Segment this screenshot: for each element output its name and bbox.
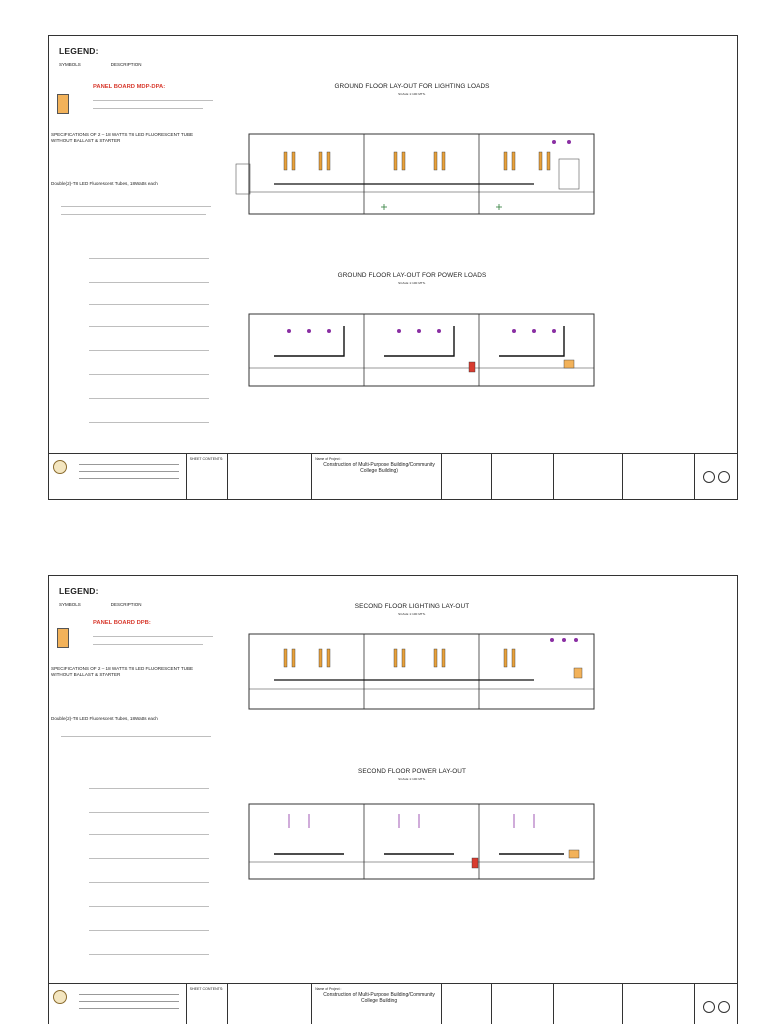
- second-floor-lighting-title: SECOND FLOOR LIGHTING LAY-OUT: [354, 603, 470, 610]
- ground-floor-lighting-scale: SCALE 1:100 MTS.: [398, 92, 426, 96]
- ground-floor-power-scale: SCALE 1:100 MTS.: [398, 281, 426, 285]
- description-header: DESCRIPTION: [110, 62, 142, 67]
- ground-floor-power-plan: [234, 296, 614, 401]
- project-label: Name of Project :: [315, 457, 342, 461]
- sheet-number-circle: [703, 471, 715, 483]
- title-block: [49, 453, 737, 499]
- panel-board-title: PANEL BOARD DPB:: [93, 620, 151, 626]
- description-header: DESCRIPTION: [110, 602, 142, 607]
- project-label: Name of Project :: [315, 987, 342, 991]
- project-name: Construction of Multi-Purpose Building/Community College Building: [323, 992, 435, 1004]
- led-tube-title: Double(2)-T8 LED Fluorescent Tubes, 18Watts each: [51, 181, 158, 186]
- total-sheets-circle: [718, 1001, 730, 1013]
- sheet-contents-label: SHEET CONTENTS:: [189, 457, 224, 461]
- led-spec-title: SPECIFICATIONS OF 2 – 18 WATTS T8 LED FLUORESCENT TUBE WITHOUT BALLAST & STARTER: [51, 132, 194, 143]
- sheet-number-circle: [703, 1001, 715, 1013]
- panel-board-symbol: [57, 628, 69, 648]
- project-name: Construction of Multi-Purpose Building/Community College Building): [323, 462, 435, 474]
- second-floor-lighting-plan: [234, 624, 614, 719]
- symbols-header: SYMBOLS: [59, 602, 81, 607]
- legend-title: LEGEND:: [59, 46, 99, 56]
- second-floor-lighting-scale: SCALE 1:100 MTS.: [398, 612, 426, 616]
- title-block: [49, 983, 737, 1024]
- symbols-header: SYMBOLS: [59, 62, 81, 67]
- dpwh-seal: [53, 460, 67, 474]
- drawing-sheet-ground-floor: [48, 35, 738, 500]
- ground-floor-lighting-title: GROUND FLOOR LAY-OUT FOR LIGHTING LOADS: [334, 83, 490, 90]
- second-floor-power-plan: [234, 784, 614, 894]
- drawing-sheet-second-floor: [48, 575, 738, 1024]
- panel-board-symbol: [57, 94, 69, 114]
- ground-floor-power-title: GROUND FLOOR LAY-OUT FOR POWER LOADS: [337, 272, 487, 279]
- second-floor-power-title: SECOND FLOOR POWER LAY-OUT: [357, 768, 467, 775]
- panel-board-title: PANEL BOARD MDP-DPA:: [93, 84, 166, 90]
- second-floor-power-scale: SCALE 1:100 MTS.: [398, 777, 426, 781]
- led-tube-title: Double(2)-T8 LED Fluorescent Tubes, 18Watts each: [51, 716, 158, 721]
- legend-panel: [59, 586, 254, 607]
- dpwh-seal: [53, 990, 67, 1004]
- ground-floor-lighting-plan: [234, 124, 614, 229]
- led-spec-title: SPECIFICATIONS OF 2 – 18 WATTS T8 LED FLUORESCENT TUBE WITHOUT BALLAST & STARTER: [51, 666, 194, 677]
- sheet-contents-label: SHEET CONTENTS:: [189, 987, 224, 991]
- legend-title: LEGEND:: [59, 586, 99, 596]
- legend-panel: [59, 46, 254, 67]
- total-sheets-circle: [718, 471, 730, 483]
